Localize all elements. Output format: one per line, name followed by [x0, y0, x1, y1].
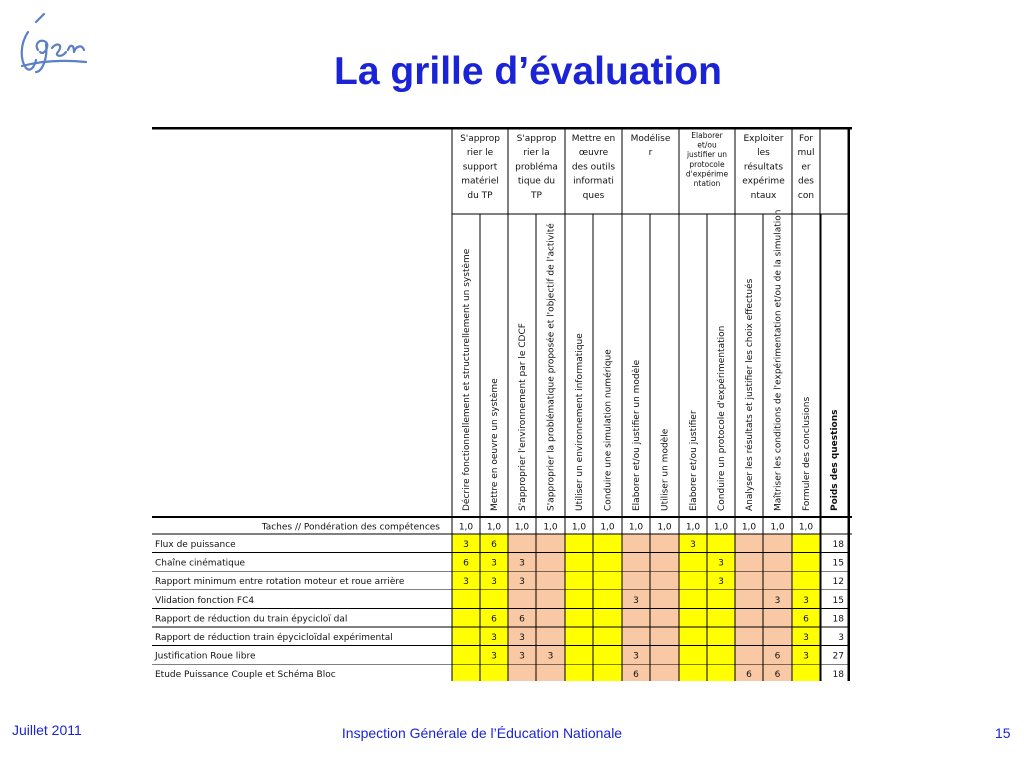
- grid-cell-fill: [763, 534, 792, 553]
- group-header-text: ques: [582, 190, 605, 201]
- group-header-text: d'expérime: [685, 169, 729, 179]
- question-weight: 12: [832, 577, 844, 588]
- question-weight: 15: [832, 558, 844, 569]
- grid-cell-fill: [536, 590, 565, 609]
- score-cell: 3: [633, 651, 639, 662]
- group-header-text: informati: [573, 176, 614, 187]
- weight-value: 1,0: [628, 522, 644, 533]
- grid-cell-fill: [650, 627, 679, 646]
- grid-cell-fill: [707, 608, 735, 627]
- group-header-text: probléma: [515, 162, 558, 173]
- grid-cell-fill: [452, 646, 480, 665]
- grid-cell-fill: [707, 590, 735, 609]
- weight-value: 1,0: [571, 522, 587, 533]
- grid-cell-fill: [707, 646, 735, 665]
- grid-cell-fill: [735, 646, 763, 665]
- group-header-text: er: [801, 162, 811, 173]
- competence-subheader: Mettre en oeuvre un système: [490, 378, 500, 511]
- task-row-label: Justification Roue libre: [155, 651, 256, 662]
- group-header-text: protocole: [689, 159, 725, 169]
- score-cell: 3: [463, 577, 469, 588]
- group-header-text: Modélise: [630, 134, 671, 144]
- grid-cell-fill: [763, 571, 792, 590]
- grid-cell-fill: [707, 627, 735, 646]
- grid-cell-fill: [735, 608, 763, 627]
- group-header-text: expérime: [742, 176, 785, 187]
- grid-cell-fill: [763, 553, 792, 572]
- grid-cell-fill: [679, 553, 707, 572]
- score-cell: 3: [463, 540, 469, 550]
- grid-cell-fill: [593, 553, 622, 572]
- group-header-text: TP: [531, 190, 542, 201]
- grid-cell-fill: [508, 590, 536, 609]
- score-cell: 3: [491, 633, 497, 643]
- task-row-label: Chaîne cinématique: [155, 558, 246, 569]
- score-cell: 6: [519, 614, 525, 625]
- group-header-text: tique du: [517, 176, 556, 187]
- group-header-text: résultats: [743, 162, 784, 173]
- footer-organization: Inspection Générale de l’Éducation Nationale: [341, 725, 623, 741]
- group-header-text: des: [798, 176, 814, 187]
- grid-cell-fill: [792, 553, 820, 572]
- group-header-text: des outils: [571, 162, 616, 173]
- group-header-text: r: [648, 148, 653, 159]
- score-cell: 6: [746, 670, 752, 681]
- score-cell: 3: [633, 595, 639, 606]
- grid-cell-fill: [650, 571, 679, 590]
- weight-value: 1,0: [657, 522, 672, 533]
- grid-cell-fill: [452, 608, 480, 627]
- slide-title: La grille d’évaluation: [334, 50, 722, 93]
- score-cell: 6: [774, 670, 781, 681]
- group-header-text: Exploiter: [743, 134, 784, 144]
- grid-cell-fill: [679, 627, 707, 646]
- grid-cell-fill: [565, 590, 593, 609]
- weight-value: 1,0: [770, 522, 785, 533]
- grid-cell-fill: [650, 646, 679, 665]
- competence-subheader: Poids des questions: [830, 409, 840, 511]
- grid-cell-fill: [536, 608, 565, 627]
- grid-cell-fill: [707, 534, 735, 553]
- group-header-text: Mettre en: [571, 134, 616, 144]
- group-header-text: For: [798, 134, 814, 144]
- question-weight: 18: [832, 670, 844, 681]
- grid-cell-fill: [650, 664, 679, 681]
- task-row-label: Vlidation fonction FC4: [155, 595, 255, 606]
- weight-value: 1,0: [798, 522, 814, 533]
- group-header-text: justifier un: [686, 150, 728, 160]
- group-header-text: Elaborer: [691, 131, 723, 140]
- weight-value: 1,0: [685, 522, 701, 533]
- competence-subheader: Elaborer et/ou justifier: [689, 410, 699, 511]
- task-row-label: Rapport de réduction du train épycicloï dal: [155, 614, 348, 625]
- question-weight: 18: [832, 540, 844, 550]
- question-weight: 18: [832, 614, 844, 625]
- grid-cell-fill: [622, 627, 650, 646]
- grid-cell-fill: [679, 590, 707, 609]
- score-cell: 6: [463, 558, 469, 569]
- grid-cell-fill: [593, 608, 622, 627]
- competence-subheader: Utiliser un modèle: [660, 428, 671, 511]
- score-cell: 6: [803, 614, 809, 625]
- grid-cell-fill: [622, 534, 650, 553]
- group-header-text: support: [462, 162, 498, 173]
- group-header-text: matériel: [461, 176, 499, 187]
- grid-cell-fill: [763, 608, 792, 627]
- group-header-text: rier la: [523, 148, 550, 159]
- competence-subheader: Formuler des conclusions: [802, 396, 812, 511]
- score-cell: 3: [519, 633, 525, 643]
- grid-cell-fill: [650, 553, 679, 572]
- group-header-text: ntation: [693, 179, 721, 188]
- competence-subheader: Décrire fonctionnellement et structurellement un système: [462, 248, 472, 511]
- competence-subheader: Analyser les résultats et justifier les choix effectués: [745, 278, 755, 511]
- competence-subheader: S'approprier l'environnement par le CDCF: [518, 323, 528, 511]
- group-header-text: et/ou: [697, 140, 717, 150]
- grid-cell-fill: [536, 534, 565, 553]
- grid-cell-fill: [565, 534, 593, 553]
- group-header-text: ntaux: [750, 190, 777, 201]
- competence-subheader: Conduire un protocole d'expérimentation: [717, 325, 727, 511]
- grid-cell-fill: [792, 571, 820, 590]
- score-cell: 6: [633, 670, 639, 681]
- grid-cell-fill: [565, 571, 593, 590]
- group-header-text: du TP: [467, 190, 493, 201]
- grid-cell-fill: [565, 627, 593, 646]
- grid-cell-fill: [452, 664, 480, 681]
- group-header-text: rier le: [466, 148, 494, 159]
- grid-cell-fill: [679, 608, 707, 627]
- score-cell: 3: [718, 558, 724, 569]
- grid-cell-fill: [565, 553, 593, 572]
- grid-cell-fill: [508, 534, 536, 553]
- score-cell: 6: [491, 540, 497, 550]
- grid-cell-fill: [650, 590, 679, 609]
- score-cell: 3: [690, 540, 696, 550]
- grid-cell-fill: [536, 627, 565, 646]
- grid-cell-fill: [508, 664, 536, 681]
- grid-cell-fill: [622, 571, 650, 590]
- competence-subheader: Elaborer et/ou justifier un modèle: [632, 359, 642, 511]
- grid-cell-fill: [536, 571, 565, 590]
- competence-subheader: Utiliser un environnement informatique: [575, 333, 585, 511]
- grid-cell-fill: [792, 664, 820, 681]
- grid-cell-fill: [763, 627, 792, 646]
- grid-cell-fill: [593, 590, 622, 609]
- grid-cell-fill: [593, 627, 622, 646]
- score-cell: 6: [491, 614, 497, 625]
- grid-cell-fill: [650, 534, 679, 553]
- grid-cell-fill: [565, 608, 593, 627]
- group-header-text: con: [797, 190, 815, 201]
- grid-cell-fill: [565, 664, 593, 681]
- grid-cell-fill: [735, 553, 763, 572]
- task-row-label: Rapport minimum entre rotation moteur et roue arrière: [155, 577, 405, 588]
- task-row-label: Etude Puissance Couple et Schéma Bloc: [155, 670, 336, 681]
- weight-value: 1,0: [458, 522, 474, 533]
- grid-cell-fill: [593, 646, 622, 665]
- group-header-text: mul: [797, 148, 815, 159]
- grid-cell-fill: [735, 627, 763, 646]
- group-header-text: S'approp: [460, 134, 500, 144]
- score-cell: 3: [803, 633, 809, 643]
- score-cell: 3: [547, 651, 554, 662]
- grid-cell-fill: [536, 553, 565, 572]
- grid-cell-fill: [593, 571, 622, 590]
- grid-cell-fill: [679, 646, 707, 665]
- footer-date: Juillet 2011: [12, 722, 82, 738]
- score-cell: 3: [491, 651, 497, 662]
- grid-cell-fill: [536, 664, 565, 681]
- question-weight: 15: [832, 595, 844, 606]
- grid-cell-fill: [622, 608, 650, 627]
- competence-subheader: S'approprier la problématique proposée et l'objectif de l'activité: [546, 223, 557, 511]
- grid-cell-fill: [679, 664, 707, 681]
- grid-cell-fill: [480, 590, 508, 609]
- weight-value: 1,0: [514, 522, 530, 533]
- score-cell: 6: [774, 651, 781, 662]
- group-header-text: les: [757, 148, 770, 159]
- score-cell: 3: [491, 577, 497, 588]
- grid-cell-fill: [593, 534, 622, 553]
- grid-cell-fill: [735, 534, 763, 553]
- grid-cell-fill: [650, 608, 679, 627]
- page-number: 15: [995, 725, 1011, 741]
- grid-cell-fill: [452, 627, 480, 646]
- grid-cell-fill: [735, 590, 763, 609]
- competence-subheader: Maîtriser les conditions de l'expérimentation et/ou de la simulation: [773, 209, 784, 511]
- score-cell: 3: [803, 595, 809, 606]
- weight-value: 1,0: [713, 522, 729, 533]
- score-cell: 3: [519, 558, 525, 569]
- grid-cell-fill: [480, 664, 508, 681]
- score-cell: 3: [491, 558, 497, 569]
- evaluation-grid: [152, 127, 852, 681]
- group-header-text: S'approp: [516, 134, 557, 144]
- question-weight: 3: [838, 633, 844, 643]
- group-header-text: œuvre: [578, 148, 609, 159]
- grid-cell-fill: [565, 646, 593, 665]
- weights-row-label: Taches // Pondération des compétences: [261, 522, 440, 533]
- grid-cell-fill: [679, 571, 707, 590]
- grid-cell-fill: [593, 664, 622, 681]
- weight-value: 1,0: [600, 522, 615, 533]
- score-cell: 3: [774, 595, 781, 606]
- grid-cell-fill: [452, 590, 480, 609]
- competence-subheader: Conduire une simulation numérique: [603, 349, 614, 511]
- score-cell: 3: [803, 651, 809, 662]
- task-row-label: Rapport de réduction train épycicloïdal expérimental: [155, 633, 393, 643]
- grid-cell-fill: [735, 571, 763, 590]
- question-weight: 27: [832, 651, 844, 662]
- grid-cell-fill: [792, 534, 820, 553]
- weight-value: 1,0: [486, 522, 502, 533]
- weight-value: 1,0: [741, 522, 757, 533]
- task-row-label: Flux de puissance: [155, 540, 236, 550]
- score-cell: 3: [718, 577, 724, 588]
- score-cell: 3: [519, 651, 525, 662]
- grid-cell-fill: [707, 664, 735, 681]
- score-cell: 3: [519, 577, 525, 588]
- weight-value: 1,0: [543, 522, 558, 533]
- grid-cell-fill: [622, 553, 650, 572]
- evaluation-grid-spreadsheet: [152, 127, 852, 681]
